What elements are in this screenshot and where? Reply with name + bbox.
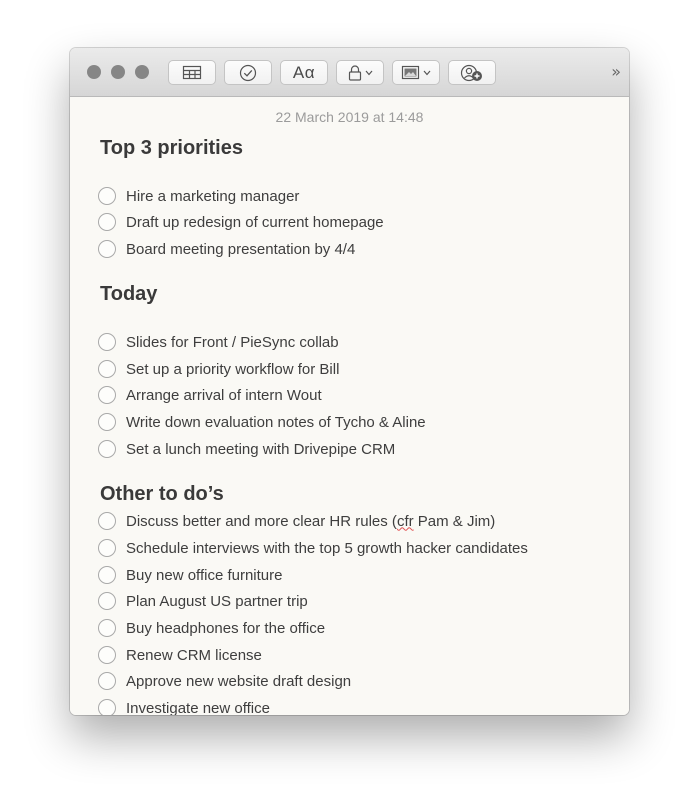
checklist-item-label: Hire a marketing manager bbox=[126, 187, 300, 205]
toolbar-overflow-button[interactable]: » bbox=[611, 62, 621, 81]
checklist-checkbox[interactable] bbox=[98, 187, 116, 205]
zoom-window-button[interactable] bbox=[135, 65, 149, 79]
table-button[interactable] bbox=[168, 60, 216, 85]
checklist-checkbox[interactable] bbox=[98, 646, 116, 664]
checklist-item-label: Plan August US partner trip bbox=[126, 592, 308, 610]
notes-window bbox=[70, 48, 629, 715]
minimize-window-button[interactable] bbox=[111, 65, 125, 79]
checklist-checkbox[interactable] bbox=[98, 592, 116, 610]
checklist-item-label: Buy headphones for the office bbox=[126, 619, 326, 637]
lock-icon bbox=[348, 65, 362, 81]
checklist-checkbox[interactable] bbox=[98, 333, 116, 351]
checklist-checkbox[interactable] bbox=[98, 619, 116, 637]
checklist-item bbox=[98, 617, 325, 639]
checklist-item-label: Draft up redesign of current homepage bbox=[126, 213, 384, 231]
add-person-icon bbox=[460, 64, 484, 82]
checklist-item bbox=[98, 644, 262, 666]
checklist-checkbox[interactable] bbox=[98, 386, 116, 404]
checklist-checkbox[interactable] bbox=[98, 672, 116, 690]
checklist-item-label: Set up a priority workflow for Bill bbox=[126, 360, 340, 378]
checklist-item-label: Schedule interviews with the top 5 growth hacker candidates bbox=[126, 539, 528, 557]
note-body[interactable] bbox=[70, 97, 629, 715]
checklist-item-label: Approve new website draft design bbox=[126, 672, 352, 690]
checklist-item-label: Buy new office furniture bbox=[126, 566, 283, 584]
chevron-down-icon bbox=[423, 70, 431, 76]
checklist-item bbox=[98, 670, 351, 692]
lock-button[interactable] bbox=[336, 60, 384, 85]
section-heading-other-todos: Other to do’s bbox=[100, 483, 224, 505]
checklist-item-label bbox=[126, 513, 495, 530]
spelling-flagged-word[interactable]: cfr bbox=[396, 512, 414, 530]
checklist-item bbox=[98, 384, 322, 406]
photo-icon bbox=[401, 65, 420, 80]
checklist-checkbox[interactable] bbox=[98, 566, 116, 584]
media-button[interactable] bbox=[392, 60, 440, 85]
checklist-item bbox=[98, 211, 384, 233]
checklist-item bbox=[98, 358, 339, 380]
checklist-checkbox[interactable] bbox=[98, 699, 116, 715]
checklist-checkbox[interactable] bbox=[98, 512, 116, 530]
item-text: Pam & Jim) bbox=[413, 512, 496, 530]
checklist-checkbox[interactable] bbox=[98, 240, 116, 258]
table-icon bbox=[182, 65, 202, 80]
checklist-item-label: Slides for Front / PieSync collab bbox=[126, 333, 339, 351]
checklist-item-label: Renew CRM license bbox=[126, 646, 262, 664]
checkmark-circle-icon bbox=[239, 64, 257, 82]
checklist-button[interactable] bbox=[224, 60, 272, 85]
checklist-checkbox[interactable] bbox=[98, 440, 116, 458]
add-people-button[interactable] bbox=[448, 60, 496, 85]
checklist-item bbox=[98, 185, 299, 207]
note-timestamp: 22 March 2019 at 14:48 bbox=[275, 109, 424, 125]
checklist-item bbox=[98, 438, 395, 460]
checklist-item bbox=[98, 697, 270, 715]
checklist-checkbox[interactable] bbox=[98, 413, 116, 431]
toolbar bbox=[70, 48, 629, 97]
checklist-item-label: Investigate new office bbox=[126, 699, 270, 715]
format-button[interactable] bbox=[280, 60, 328, 85]
checklist-item bbox=[98, 411, 426, 433]
checklist-item-label: Write down evaluation notes of Tycho & Aline bbox=[126, 413, 426, 431]
checklist-item bbox=[98, 510, 495, 532]
checklist-item bbox=[98, 537, 528, 559]
item-text: Discuss better and more clear HR rules ( bbox=[126, 512, 397, 530]
checklist-checkbox[interactable] bbox=[98, 360, 116, 378]
checklist-item bbox=[98, 238, 355, 260]
checklist-checkbox[interactable] bbox=[98, 539, 116, 557]
text-format-icon: Aα bbox=[292, 62, 316, 82]
checklist-item bbox=[98, 590, 308, 612]
close-window-button[interactable] bbox=[87, 65, 101, 79]
chevron-down-icon bbox=[365, 70, 373, 76]
checklist-item-label: Set a lunch meeting with Drivepipe CRM bbox=[126, 440, 396, 458]
checklist-checkbox[interactable] bbox=[98, 213, 116, 231]
checklist-item-label: Arrange arrival of intern Wout bbox=[126, 386, 322, 404]
checklist-item-label: Board meeting presentation by 4/4 bbox=[126, 240, 356, 258]
section-heading-today: Today bbox=[100, 283, 158, 305]
checklist-item bbox=[98, 331, 339, 353]
checklist-item bbox=[98, 564, 282, 586]
section-heading-top-priorities: Top 3 priorities bbox=[100, 137, 243, 159]
